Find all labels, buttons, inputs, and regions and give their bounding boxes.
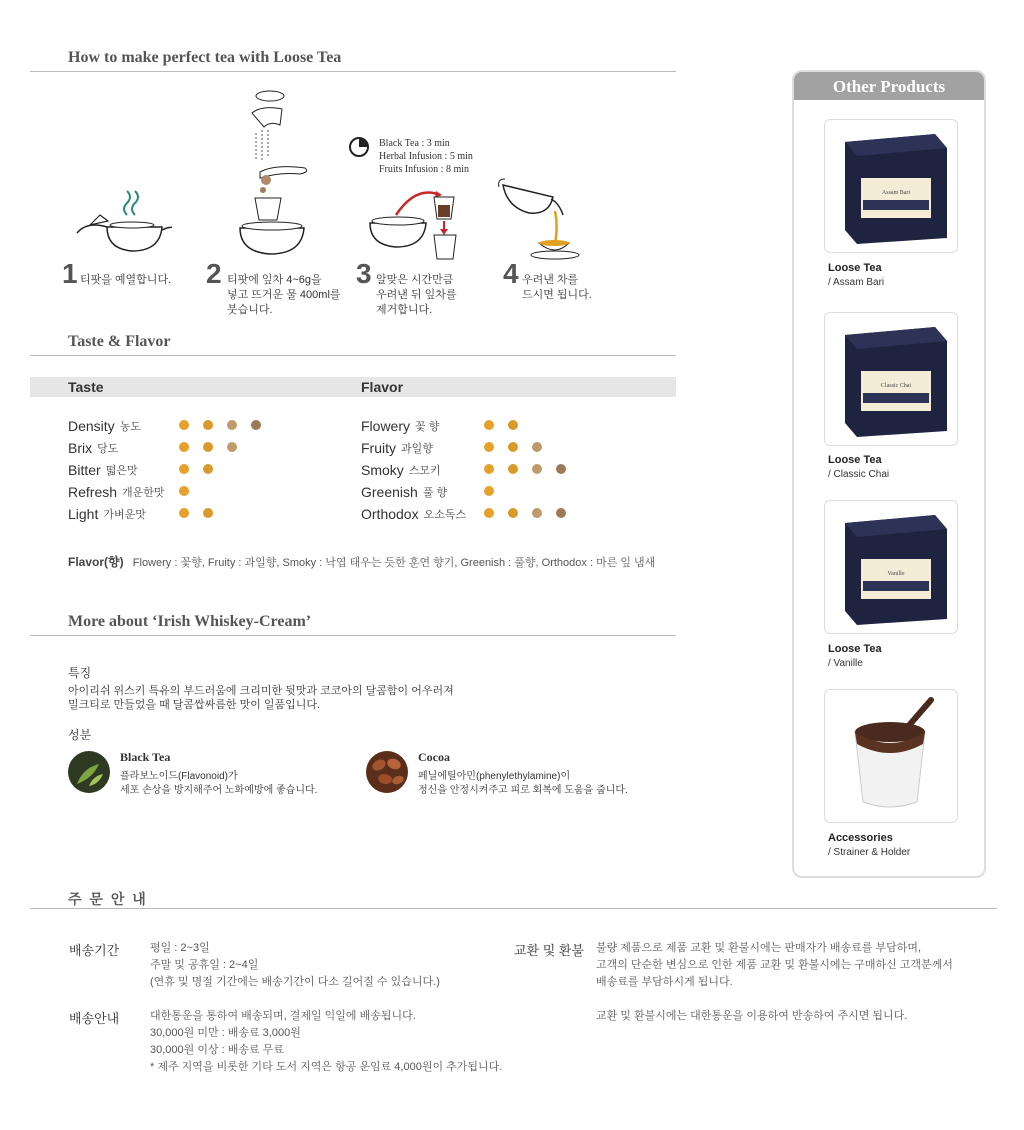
exchange-text: 불량 제품으로 제품 교환 및 환불시에는 판매자가 배송료를 부담하며, 고객의 단순한 변심으로 인한 제품 교환 및 환불시에는 구매하신 고객분께서 배송료를 부담하시게 됩니다. <box>596 942 953 988</box>
ingredient-cocoa-name: Cocoa <box>418 750 450 764</box>
flavor-level-dot <box>484 464 494 474</box>
taste-level-dot <box>203 508 213 518</box>
step2-illustration <box>230 88 315 263</box>
delivery-info-text: 대한통운을 통하여 배송되며, 결제일 익일에 배송됩니다. 30,000원 미만 : 배송료 3,000원 30,000원 이상 : 배송료 무료 * 제주 지역을 비롯한 기타 도서 지역은 항공 운임료 4,000원이 추가됩니다. <box>150 1010 503 1073</box>
product-name[interactable]: / Strainer & Holder <box>828 847 911 858</box>
flavor-name-ko: 스모키 <box>408 465 441 477</box>
flavor-name: Flowery <box>361 418 411 434</box>
assam-bari-label: Assam Bari <box>881 190 911 196</box>
taste-name-ko: 개운한맛 <box>122 487 165 499</box>
flavor-level-dot <box>532 442 542 452</box>
taste-level-dots <box>179 442 237 452</box>
product-category: Loose Tea <box>828 262 882 274</box>
taste-name-ko: 떫은맛 <box>105 465 138 477</box>
product-image-strainer-holder[interactable] <box>824 689 958 823</box>
flavor-level-dots <box>484 420 518 430</box>
flavor-name: Greenish <box>361 484 418 500</box>
flavor-level-dots <box>484 508 566 518</box>
flavor-row <box>361 417 439 435</box>
taste-name-ko: 당도 <box>97 443 119 455</box>
taste-level-dot <box>227 442 237 452</box>
flavor-row <box>361 483 447 501</box>
flavor-level-dots <box>484 464 566 474</box>
flavor-level-dot <box>532 464 542 474</box>
flavor-row <box>361 505 466 523</box>
flavor-level-dot <box>484 420 494 430</box>
exchange-note: 교환 및 환불시에는 대한통운을 이용하여 반송하여 주시면 됩니다. <box>596 1010 908 1022</box>
product-name[interactable]: / Assam Bari <box>828 277 885 288</box>
taste-name-ko: 가벼운맛 <box>103 509 146 521</box>
classic-chai-label: Classic Chai <box>880 383 912 389</box>
flavor-row <box>361 461 441 479</box>
flavor-level-dots <box>484 442 542 452</box>
step4-number: 4 <box>503 258 519 289</box>
flavor-row <box>361 439 433 457</box>
howto-rule <box>30 71 676 72</box>
vanille-label: Vanille <box>887 571 905 577</box>
flavor-level-dot <box>556 464 566 474</box>
flavor-level-dot <box>484 486 494 496</box>
exchange-label: 교환 및 환불 <box>514 943 585 958</box>
flavor-level-dot <box>556 508 566 518</box>
more-rule <box>30 635 676 636</box>
taste-level-dot <box>203 442 213 452</box>
step1-text: 티팟을 예열합니다. <box>80 274 172 286</box>
step1-number: 1 <box>62 258 78 289</box>
product-category: Loose Tea <box>828 643 882 655</box>
flavor-level-dot <box>508 442 518 452</box>
taste-name: Density <box>68 418 115 434</box>
step4-illustration <box>495 175 590 265</box>
flavor-name: Fruity <box>361 440 396 456</box>
step4-text: 우려낸 차를 드시면 됩니다. <box>522 274 592 301</box>
taste-level-dot <box>179 464 189 474</box>
step1-teapot-illustration <box>72 185 172 260</box>
product-image-classic-chai[interactable] <box>824 312 958 446</box>
flavor-name: Smoky <box>361 462 404 478</box>
flavor-note-label: Flavor(향) <box>68 555 124 569</box>
taste-level-dot <box>203 464 213 474</box>
delivery-info-label: 배송안내 <box>69 1011 120 1026</box>
taste-level-dot <box>251 420 261 430</box>
ingredient-black-tea-desc: 플라보노이드(Flavonoid)가 세포 손상을 방지해주어 노화예방에 좋습니다. <box>120 771 318 796</box>
flavor-name-ko: 꽃 향 <box>415 421 440 433</box>
other-products-panel <box>792 70 986 878</box>
more-title: More about ‘Irish Whiskey-Cream’ <box>68 613 312 630</box>
taste-name: Bitter <box>68 462 101 478</box>
taste-name: Light <box>68 506 99 522</box>
delivery-period-text: 평일 : 2~3일 주말 및 공휴일 : 2~4일 (연휴 및 명절 기간에는 배송기간이 다소 길어질 수 있습니다.) <box>150 942 440 988</box>
step3-text: 알맞은 시간만큼 우려낸 뒤 잎차를 제거합니다. <box>376 274 457 316</box>
flavor-level-dot <box>508 420 518 430</box>
flavor-level-dots <box>484 486 494 496</box>
feature-text: 아이리쉬 위스키 특유의 부드러움에 크리미한 뒷맛과 코코아의 달콤함이 어우러져 밀크티로 만들었을 때 달콤쌉싸름한 맛이 일품입니다. <box>68 685 454 711</box>
taste-flavor-title: Taste & Flavor <box>68 333 171 350</box>
flavor-level-dot <box>508 464 518 474</box>
product-image-vanille[interactable] <box>824 500 958 634</box>
taste-name: Refresh <box>68 484 118 500</box>
taste-level-dots <box>179 486 189 496</box>
step2-number: 2 <box>206 258 222 289</box>
timer-icon <box>348 136 372 160</box>
flavor-name: Orthodox <box>361 506 419 522</box>
taste-row <box>68 483 165 501</box>
flavor-note-text: Flowery : 꽃향, Fruity : 과일향, Smoky : 낙엽 태우는 듯한 훈연 향기, Greenish : 풀향, Orthodox : 마른 잎 냄새 <box>132 557 656 569</box>
taste-header: Taste <box>68 379 104 395</box>
step3-number: 3 <box>356 258 372 289</box>
black-tea-leaf-icon <box>67 750 111 794</box>
product-name[interactable]: / Classic Chai <box>828 469 890 480</box>
flavor-name-ko: 풀 향 <box>422 487 448 499</box>
taste-level-dot <box>227 420 237 430</box>
product-category: Loose Tea <box>828 454 882 466</box>
delivery-period-label: 배송기간 <box>69 943 120 958</box>
step3-illustration <box>366 185 466 263</box>
flavor-level-dot <box>532 508 542 518</box>
cocoa-beans-icon <box>365 750 409 794</box>
flavor-name-ko: 과일향 <box>401 443 433 455</box>
howto-title: How to make perfect tea with Loose Tea <box>68 49 342 66</box>
taste-row <box>68 505 146 523</box>
step2-text: 티팟에 잎차 4~6g을 넣고 뜨거운 물 400ml를 붓습니다. <box>227 274 341 316</box>
steep-times: Black Tea : 3 min Herbal Infusion : 5 min Fruits Infusion : 8 min <box>379 138 473 175</box>
flavor-header: Flavor <box>361 379 404 395</box>
flavor-level-dot <box>508 508 518 518</box>
taste-level-dots <box>179 464 213 474</box>
flavor-note <box>68 553 655 570</box>
product-name[interactable]: / Vanille <box>828 658 863 669</box>
order-info-title: 주 문 안 내 <box>68 891 148 907</box>
taste-row <box>68 461 138 479</box>
flavor-level-dot <box>484 508 494 518</box>
feature-label: 특징 <box>68 666 92 680</box>
taste-level-dot <box>179 442 189 452</box>
taste-name-ko: 농도 <box>119 421 141 433</box>
taste-level-dot <box>203 420 213 430</box>
taste-flavor-rule <box>30 355 676 356</box>
order-info-rule <box>30 908 997 909</box>
taste-level-dots <box>179 508 213 518</box>
taste-flavor-header-bar <box>30 377 676 397</box>
flavor-level-dot <box>484 442 494 452</box>
taste-level-dot <box>179 508 189 518</box>
ingredients-label: 성분 <box>68 728 92 742</box>
product-category: Accessories <box>828 832 893 844</box>
ingredient-black-tea-name: Black Tea <box>120 750 171 764</box>
ingredient-cocoa-desc: 페닐에틸아민(phenylethylamine)이 정신을 안정시켜주고 피로 회복에 도움을 줍니다. <box>418 771 628 796</box>
taste-level-dot <box>179 420 189 430</box>
flavor-name-ko: 오소독스 <box>423 509 467 521</box>
taste-level-dot <box>179 486 189 496</box>
taste-row <box>68 417 141 435</box>
taste-level-dots <box>179 420 261 430</box>
taste-name: Brix <box>68 440 93 456</box>
taste-row <box>68 439 118 457</box>
other-products-title: Other Products <box>794 72 984 100</box>
product-image-assam-bari[interactable] <box>824 119 958 253</box>
